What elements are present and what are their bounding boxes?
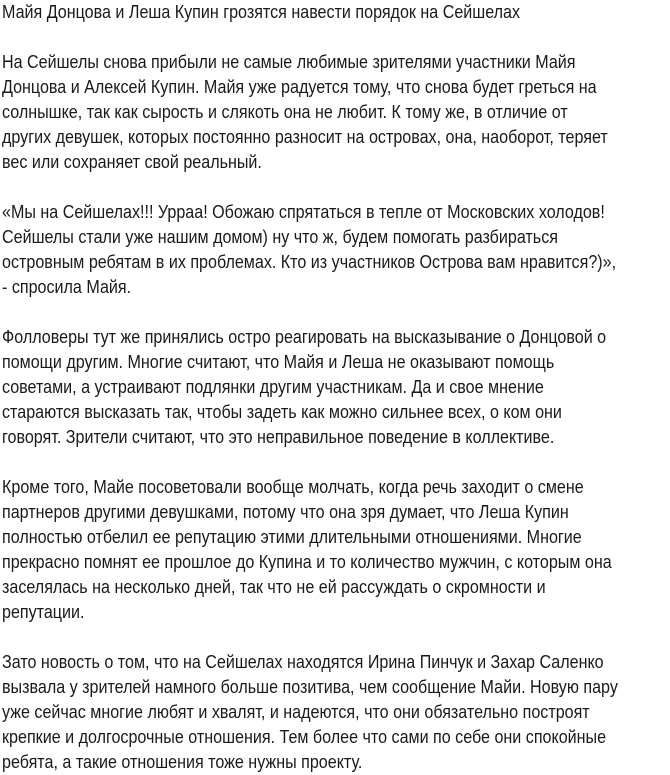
text-line: ребята, а такие отношения тоже нужны проекту. <box>2 752 363 772</box>
text-line: солнышке, так как сырость и слякоть она не любит. К тому же, в отличие от <box>2 102 568 122</box>
text-line: Зато новость о том, что на Сейшелах находятся Ирина Пинчук и Захар Саленко <box>2 652 604 672</box>
text-line: стараются высказать так, чтобы задеть как можно сильнее всех, о ком они <box>2 402 562 422</box>
text-line: прекрасно помнят ее прошлое до Купина и то количество мужчин, с которым она <box>2 552 612 572</box>
text-line: уже сейчас многие любят и хвалят, и надеются, что они обязательно построят <box>2 702 590 722</box>
text-line: Сейшелы стали уже нашим домом) ну что ж, будем помогать разбираться <box>2 227 558 247</box>
text-line: Кроме того, Майе посоветовали вообще молчать, когда речь заходит о смене <box>2 477 584 497</box>
text-line: вес или сохраняет свой реальный. <box>2 152 262 172</box>
text-line: заселялась на несколько дней, так что не ей рассуждать о скромности и <box>2 577 546 597</box>
article-paragraph-5 <box>2 650 657 775</box>
article-paragraph-3 <box>2 325 657 450</box>
article <box>2 0 657 775</box>
text-line: репутации. <box>2 602 85 622</box>
text-line: крепкие и долгосрочные отношения. Тем более что сами по себе они спокойные <box>2 727 607 747</box>
text-line: советами, а устраивают подлянки другим участникам. Да и свое мнение <box>2 377 544 397</box>
text-line: партнеров другими девушками, потому что она зря думает, что Леша Купин <box>2 502 569 522</box>
text-line: полностью отбелил ее репутацию этими длительными отношениями. Многие <box>2 527 582 547</box>
article-paragraph-1 <box>2 50 657 175</box>
article-paragraph-4 <box>2 475 657 625</box>
text-line: островным ребятам в их проблемах. Кто из участников Острова вам нравится?)», <box>2 252 617 272</box>
article-title: Майя Донцова и Леша Купин грозятся навести порядок на Сейшелах <box>2 2 521 22</box>
text-line: помощи другим. Многие считают, что Майя и Леша не оказывают помощь <box>2 352 555 372</box>
text-line: вызвала у зрителей намного больше позитива, чем сообщение Майи. Новую пару <box>2 677 618 697</box>
text-line: Донцова и Алексей Купин. Майя уже радуется тому, что снова будет греться на <box>2 77 597 97</box>
text-line: - спросила Майя. <box>2 277 132 297</box>
text-line: «Мы на Сейшелах!!! Урраа! Обожаю спрятаться в тепле от Московских холодов! <box>2 202 605 222</box>
article-paragraph-2-quote <box>2 200 657 300</box>
text-line: других девушек, которых постоянно разносит на островах, она, наоборот, теряет <box>2 127 608 147</box>
text-line: На Сейшелы снова прибыли не самые любимые зрителями участники Майя <box>2 52 576 72</box>
text-line: говорят. Зрители считают, что это неправильное поведение в коллективе. <box>2 427 555 447</box>
text-line: Фолловеры тут же принялись остро реагировать на высказывание о Донцовой о <box>2 327 607 347</box>
